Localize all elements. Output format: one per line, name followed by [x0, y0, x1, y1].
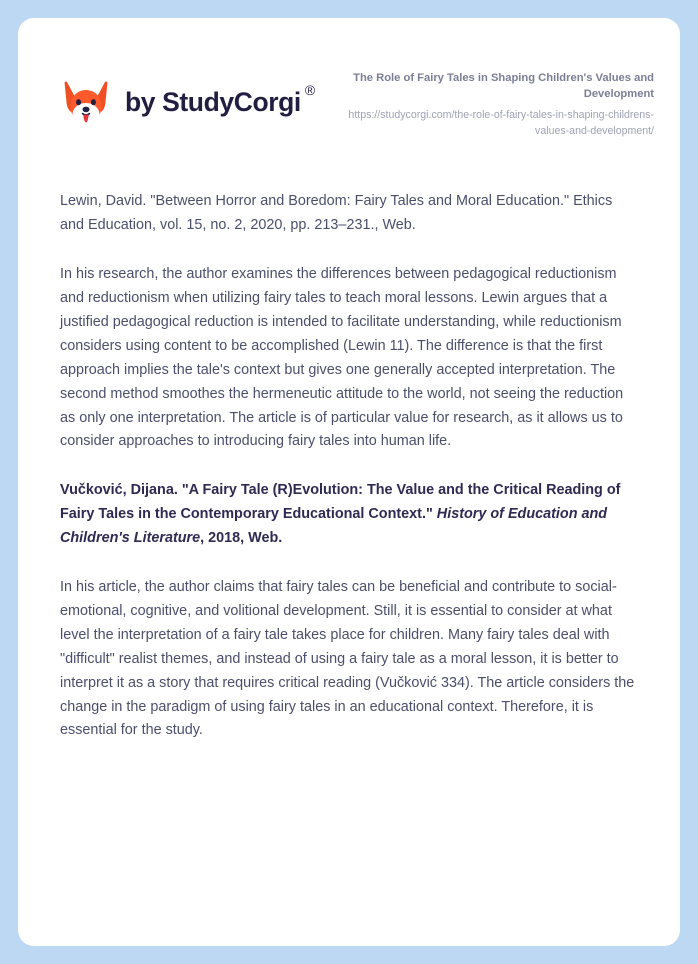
document-page — [18, 18, 680, 946]
document-body — [18, 190, 680, 743]
brand-wordmark-text: by StudyCorgi — [125, 86, 301, 117]
citation-vuckovic-journal-title: History of Education and Children's Literature — [60, 506, 608, 547]
citation-lewin: Lewin, David. "Between Horror and Boredom: Fairy Tales and Moral Education." Ethics and Education, vol. 15, no. 2, 2020, pp. 213–231., Web. — [60, 193, 613, 234]
source-url[interactable]: https://studycorgi.com/the-role-of-fairy-tales-in-shaping-childrens-values-and-development/ — [348, 109, 654, 138]
page-header — [18, 18, 680, 140]
brand-wordmark — [125, 81, 315, 117]
page-title: The Role of Fairy Tales in Shaping Children's Values and Development — [353, 72, 654, 101]
annotation-lewin: In his research, the author examines the differences between pedagogical reductionism and reductionism when utilizing fairy tales to teach moral lessons. Lewin argues that a justified pedagogical reduction is intended to facilitate understanding, while reductionism considers using content to be accomplished (Lewin 11). The difference is that the first approach implies the tale's context but gives one generally accepted interpretation. The second method smoothes the hermeneutic attitude to the world, not seeing the reduction as only one interpretation. The article is of particular value for research, as it allows us to consider approaches to introducing fairy tales into human life. — [60, 266, 624, 450]
citation-vuckovic — [60, 479, 638, 551]
annotation-vuckovic: In his article, the author claims that fairy tales can be beneficial and contribute to social-emotional, cognitive, and volitional development. Still, it is essential to consider at what level the interpretation of a fairy tale takes place for children. Many fairy tales deal with "difficult" realist themes, and instead of using a fairy tale as a moral lesson, it is better to interpret it as a story that requires critical reading (Vučković 334). The article considers the change in the paradigm of using fairy tales in an educational context. Therefore, it is essential for the study. — [60, 579, 635, 739]
registered-trademark-icon: ® — [304, 81, 315, 98]
corgi-face-icon — [60, 76, 112, 128]
citation-vuckovic-text-before: Vučković, Dijana. "A Fairy Tale (R)Evolution: The Value and the Critical Reading of Fairy Tales in the Contemporary Educational Context." — [60, 482, 621, 523]
header-meta — [315, 68, 654, 140]
citation-vuckovic-text-after: , 2018, Web. — [200, 530, 283, 547]
brand-logo[interactable] — [60, 68, 315, 128]
